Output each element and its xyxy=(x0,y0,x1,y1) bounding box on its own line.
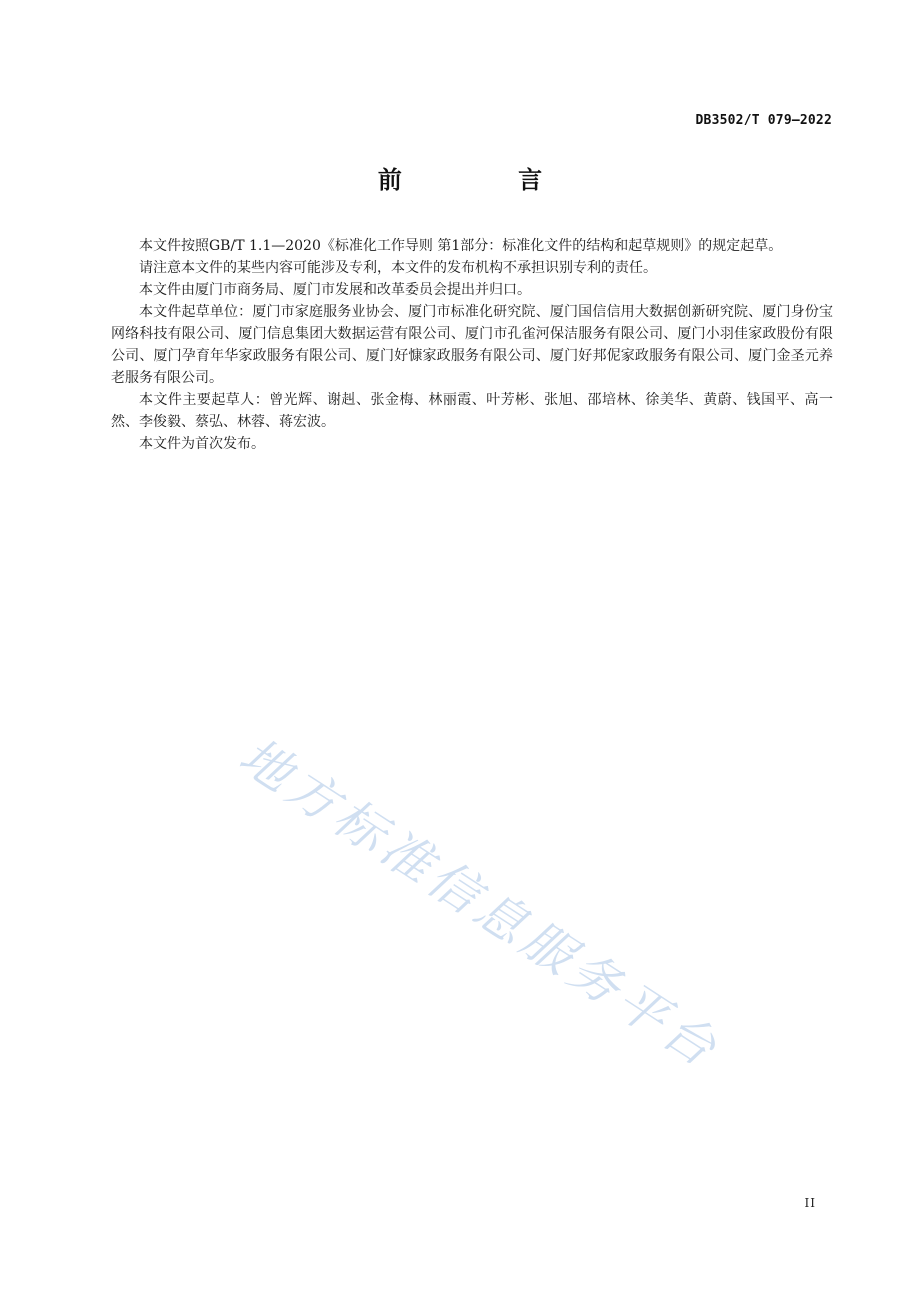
foreword-body xyxy=(111,235,833,455)
paragraph-drafting-rules: 本文件按照GB/T 1.1—2020《标准化工作导则 第1部分：标准化文件的结构和起草规则》的规定起草。 xyxy=(139,238,783,254)
paragraph-drafting-units: 本文件起草单位：厦门市家庭服务业协会、厦门市标准化研究院、厦门国信信用大数据创新研究院、厦门身份宝网络科技有限公司、厦门信息集团大数据运营有限公司、厦门市孔雀河保洁服务有限公司、厦门小羽佳家政股份有限公司、厦门孕育年华家政服务有限公司、厦门好慷家政服务有限公司、厦门好邦伲家政服务有限公司、厦门金圣元养老服务有限公司。 xyxy=(111,304,833,386)
watermark: 地方标准信息服务平台 xyxy=(229,726,731,1081)
page-number: II xyxy=(804,1196,816,1210)
paragraph-drafters: 本文件主要起草人：曾光辉、谢赳、张金梅、林丽霞、叶芳彬、张旭、邵培林、徐美华、黄蔚、钱国平、高一然、李俊毅、蔡弘、林蓉、蒋宏波。 xyxy=(111,392,833,430)
document-code: DB3502/T 079—2022 xyxy=(695,113,832,128)
paragraph-patent-notice: 请注意本文件的某些内容可能涉及专利，本文件的发布机构不承担识别专利的责任。 xyxy=(139,260,657,276)
paragraph-first-release: 本文件为首次发布。 xyxy=(139,436,265,452)
paragraph-proposer: 本文件由厦门市商务局、厦门市发展和改革委员会提出并归口。 xyxy=(139,282,531,298)
page-title: 前 言 xyxy=(377,166,597,194)
